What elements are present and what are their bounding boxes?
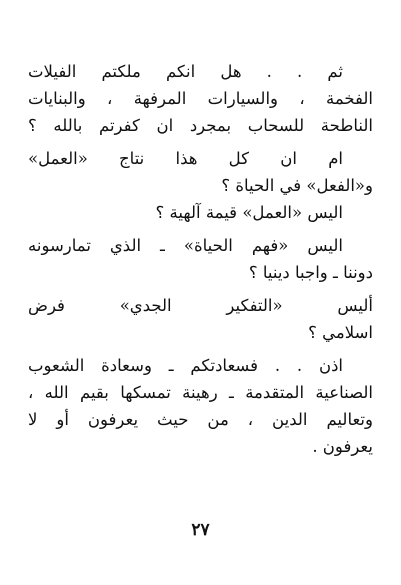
paragraph-3 xyxy=(28,232,373,286)
text-line: اسلامي ؟ xyxy=(308,323,373,342)
body-text xyxy=(28,58,373,460)
paragraph-1 xyxy=(28,58,373,139)
text-line: و«الفعل» في الحياة ؟ xyxy=(221,176,373,195)
paragraph-4 xyxy=(28,292,373,346)
text-line: يعرفون . xyxy=(312,437,373,456)
text-line: ام ان كل هذا نتاج «العمل» xyxy=(28,149,343,168)
paragraph-5 xyxy=(28,352,373,460)
text-line: الناطحة للسحاب بمجرد ان كفرتم بالله ؟ xyxy=(28,116,373,135)
text-line: الصناعية المتقدمة ـ رهينة تمسكها بقيم الله ، xyxy=(28,383,373,402)
text-line: اليس «فهم الحياة» ـ الذي تمارسونه xyxy=(28,236,343,255)
text-line: اذن . . فسعادتكم ـ وسعادة الشعوب xyxy=(28,356,343,375)
text-line: ثم . . هل انكم ملكتم الفيلات xyxy=(28,62,343,81)
text-line: وتعاليم الدين ، من حيث يعرفون أو لا xyxy=(28,410,373,429)
text-line: الفخمة ، والسيارات المرفهة ، والبنايات xyxy=(28,89,373,108)
text-line: أليس «التفكير الجدي» فرض xyxy=(28,296,373,315)
text-line: دوننا ـ واجبا دينيا ؟ xyxy=(248,263,373,282)
text-line: اليس «العمل» قيمة آلهية ؟ xyxy=(155,203,343,222)
page-number: ٢٧ xyxy=(191,520,210,540)
paragraph-2 xyxy=(28,145,373,226)
